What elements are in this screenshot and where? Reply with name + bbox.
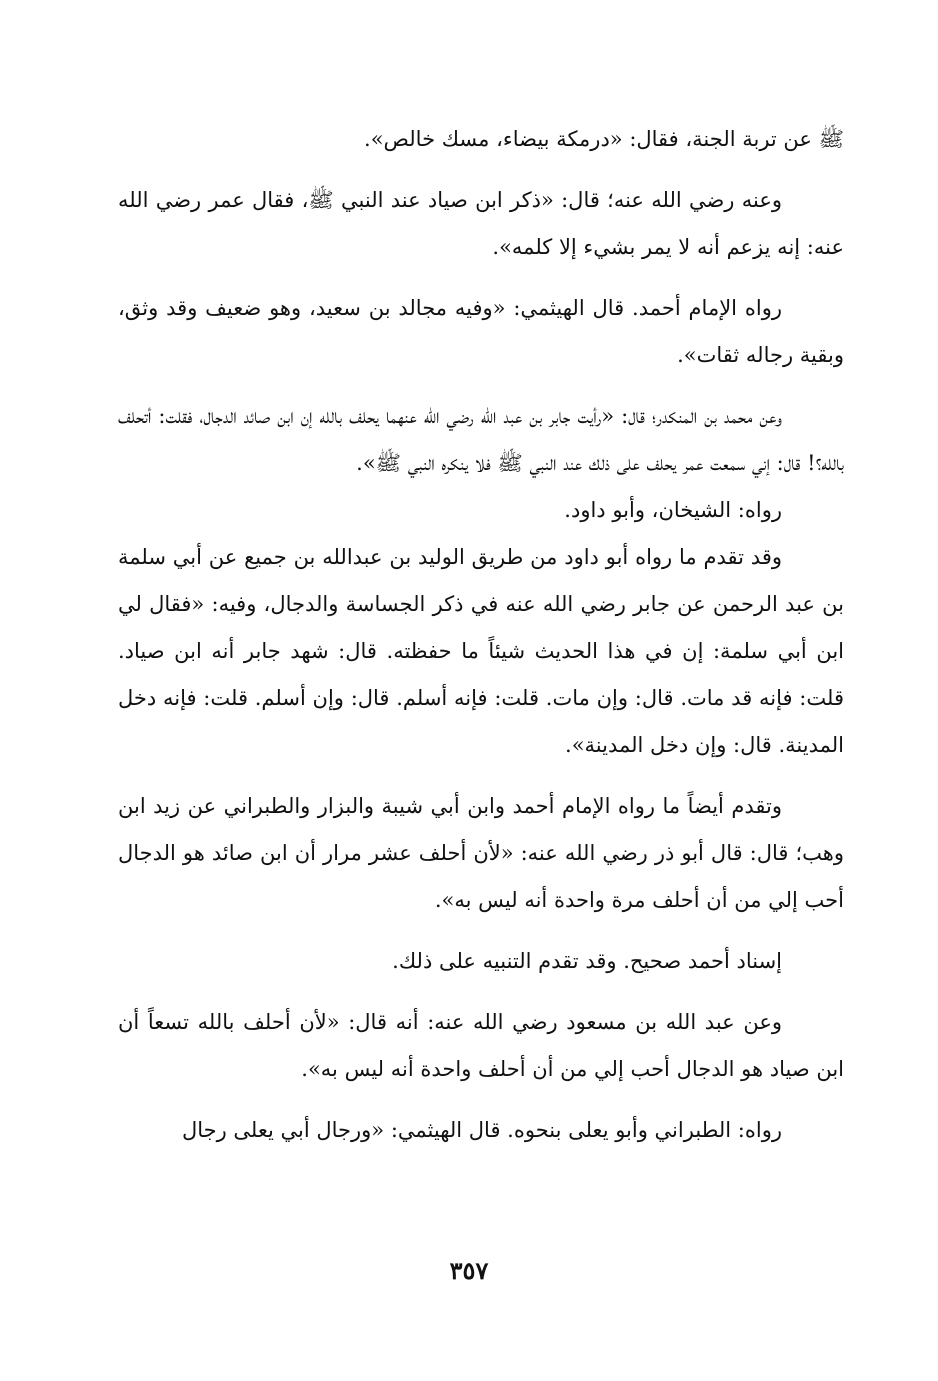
paragraph-3: رواه الإمام أحمد. قال الهيثمي: «وفيه مجالد بن سعيد، وهو ضعيف وقد وثق، وبقية رجاله ثقات». <box>118 296 844 367</box>
paragraph-4: وعن محمد بن المنكدر؛ قال: «رأيت جابر بن عبد الله رضي الله عنهما يحلف بالله إن ابن صائد الدجال، فقلت: أتحلف بالله؟! قال: إني سمعت عمر يحلف على ذلك عند النبي ﷺ فلا ينكره النبي ﷺ». <box>118 404 844 475</box>
paragraph-9: وعن عبد الله بن مسعود رضي الله عنه: أنه قال: «لأن أحلف بالله تسعاً أن ابن صياد هو الدجال أحب إلي من أن أحلف واحدة أنه ليس به». <box>118 1010 844 1081</box>
paragraph-5: رواه: الشيخان، وأبو داود. <box>564 498 782 522</box>
paragraph-10: رواه: الطبراني وأبو يعلى بنحوه. قال الهيثمي: «ورجال أبي يعلى رجال <box>181 1118 782 1142</box>
page-text-block <box>118 116 844 1154</box>
paragraph-2: وعنه رضي الله عنه؛ قال: «ذكر ابن صياد عند النبي ﷺ، فقال عمر رضي الله عنه: إنه يزعم أنه لا يمر بشيء إلا كلمه». <box>118 188 844 259</box>
paragraph-6: وقد تقدم ما رواه أبو داود من طريق الوليد بن عبدالله بن جميع عن أبي سلمة بن عبد الرحمن عن جابر رضي الله عنه في ذكر الجساسة والدجال، وفيه: «فقال لي ابن أبي سلمة: إن في هذا الحديث شيئاً ما حفظته. قال: شهد جابر أنه ابن صياد. قلت: فإنه قد مات. قال: وإن مات. قلت: فإنه أسلم. قال: وإن أسلم. قلت: فإنه دخل المدينة. قال: وإن دخل المدينة». <box>118 545 845 757</box>
paragraph-1: ﷺ عن تربة الجنة، فقال: «درمكة بيضاء، مسك خالص». <box>364 127 844 151</box>
page-number: ٣٥٧ <box>449 1256 489 1285</box>
paragraph-7: وتقدم أيضاً ما رواه الإمام أحمد وابن أبي شيبة والبزار والطبراني عن زيد ابن وهب؛ قال: قال أبو ذر رضي الله عنه: «لأن أحلف عشر مرار أن ابن صائد هو الدجال أحب إلي من أن أحلف مرة واحدة أنه ليس به». <box>118 794 844 912</box>
paragraph-8: إسناد أحمد صحيح. وقد تقدم التنبيه على ذلك. <box>392 949 782 973</box>
